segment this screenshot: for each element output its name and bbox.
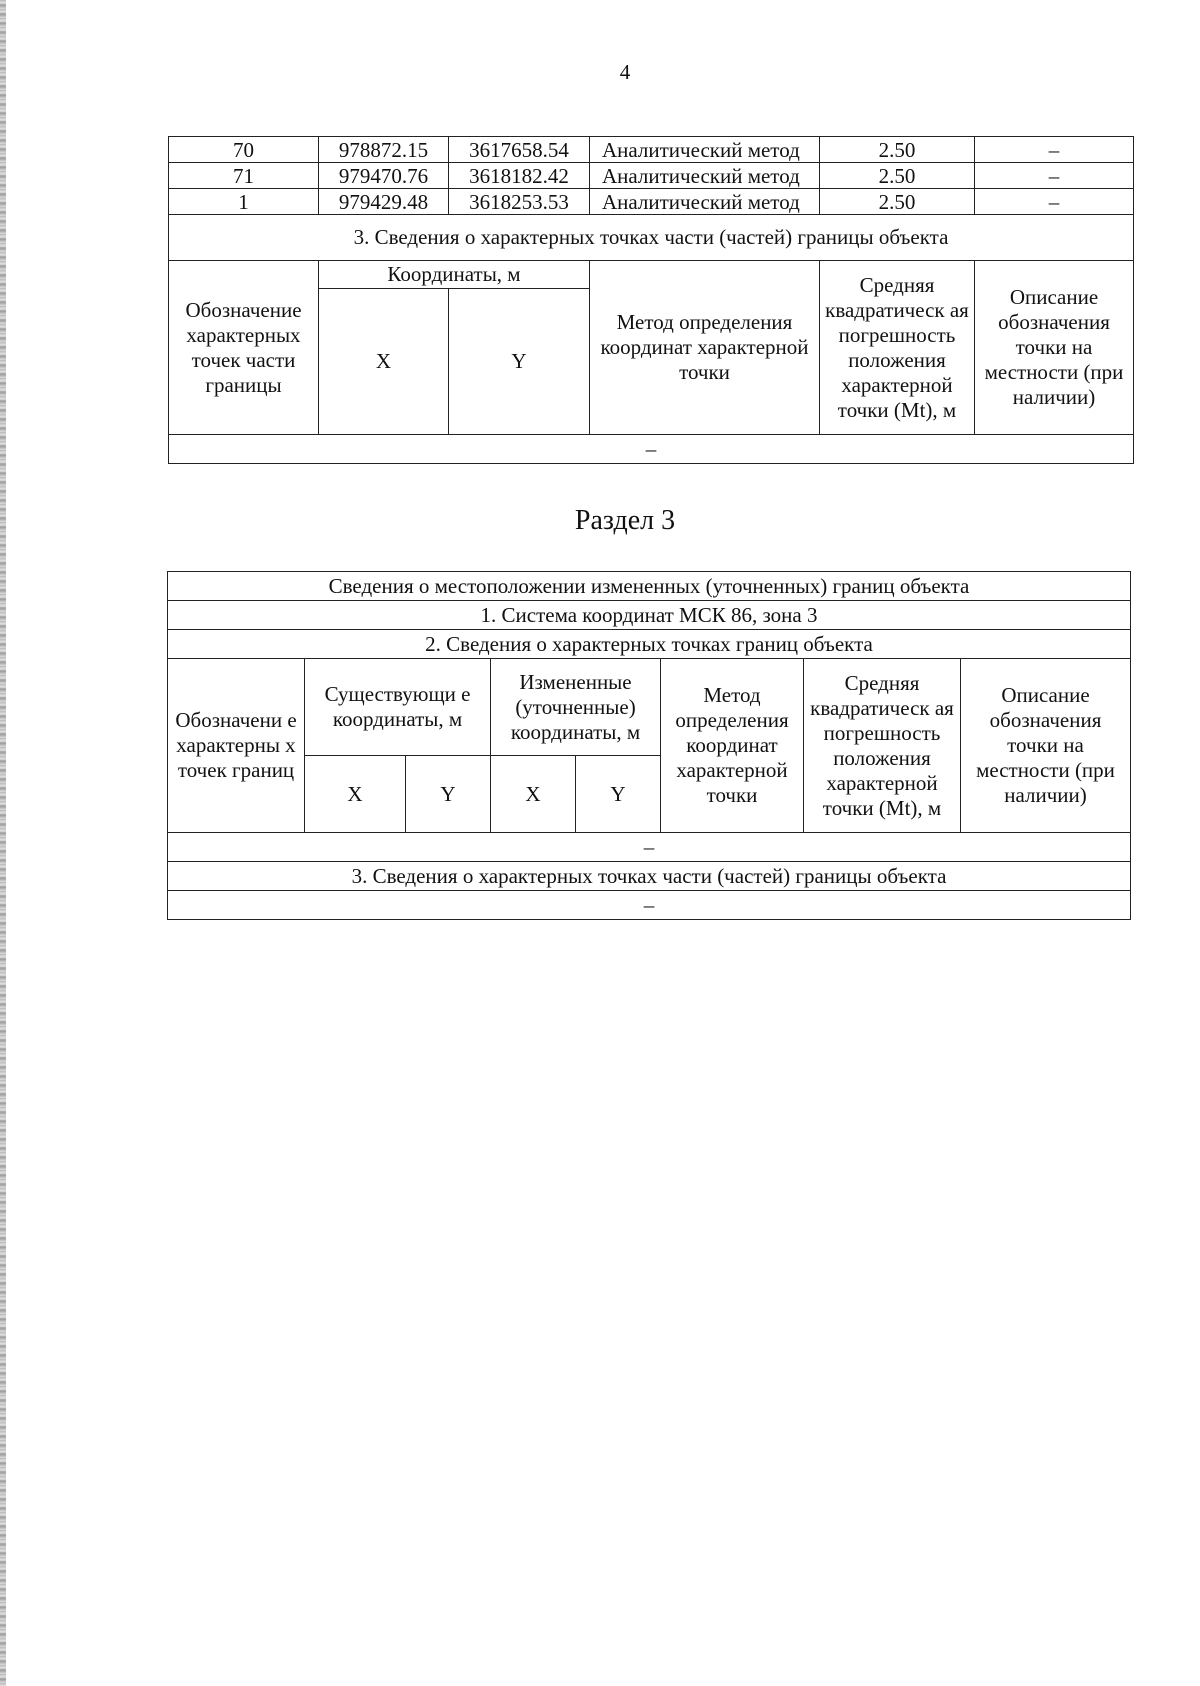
mt-cell: 2.50 [820,189,975,215]
method-cell: Аналитический метод [590,137,820,163]
changed-boundaries-table [167,571,1131,920]
desc-cell: – [975,137,1134,163]
header-existing-coords: Существующи е координаты, м [305,659,491,756]
header-x: X [319,289,449,435]
header-method: Метод определения координат характерной точки [661,659,804,833]
empty-row: – [169,435,1134,464]
point-number: 70 [169,137,319,163]
header-y: Y [449,289,590,435]
subsection-title: 2. Сведения о характерных точках границ объекта [168,630,1131,659]
desc-cell: – [975,163,1134,189]
header-mt: Средняя квадратическ ая погрешность положения характерной точки (Mt), м [820,261,975,435]
desc-cell: – [975,189,1134,215]
section3-title: 3. Сведения о характерных точках части (частей) границы объекта [169,215,1134,261]
table-row [169,137,1134,163]
header-mt: Средняя квадратическ ая погрешность положения характерной точки (Mt), м [804,659,961,833]
coord-y: 3618182.42 [449,163,590,189]
header-coords: Координаты, м [319,261,590,289]
coord-x: 979470.76 [319,163,449,189]
boundary-points-table [168,136,1134,464]
header-x-changed: X [491,756,576,833]
table-title: Сведения о местоположении измененных (уточненных) границ объекта [168,572,1131,601]
header-y-changed: Y [576,756,661,833]
section-heading: Раздел 3 [574,505,676,536]
header-designation: Обозначение характерных точек части границы [169,261,319,435]
coord-y: 3617658.54 [449,137,590,163]
table-row [169,189,1134,215]
header-designation: Обозначени е характерны х точек границ [168,659,305,833]
coord-x: 978872.15 [319,137,449,163]
point-number: 1 [169,189,319,215]
coordinate-system: 1. Система координат МСК 86, зона 3 [168,601,1131,630]
method-cell: Аналитический метод [590,189,820,215]
header-y-existing: Y [406,756,491,833]
table-row [169,163,1134,189]
mt-cell: 2.50 [820,137,975,163]
header-x-existing: X [305,756,406,833]
point-number: 71 [169,163,319,189]
coord-x: 979429.48 [319,189,449,215]
empty-row: – [168,833,1131,862]
section3-title: 3. Сведения о характерных точках части (частей) границы объекта [168,862,1131,891]
page-number: 4 [619,60,631,84]
header-changed-coords: Измененные (уточненные) координаты, м [491,659,661,756]
header-method: Метод определения координат характерной точки [590,261,820,435]
header-desc: Описание обозначения точки на местности (при наличии) [975,261,1134,435]
header-desc: Описание обозначения точки на местности (при наличии) [961,659,1131,833]
scan-edge [0,0,6,1686]
method-cell: Аналитический метод [590,163,820,189]
coord-y: 3618253.53 [449,189,590,215]
empty-row: – [168,891,1131,920]
mt-cell: 2.50 [820,163,975,189]
